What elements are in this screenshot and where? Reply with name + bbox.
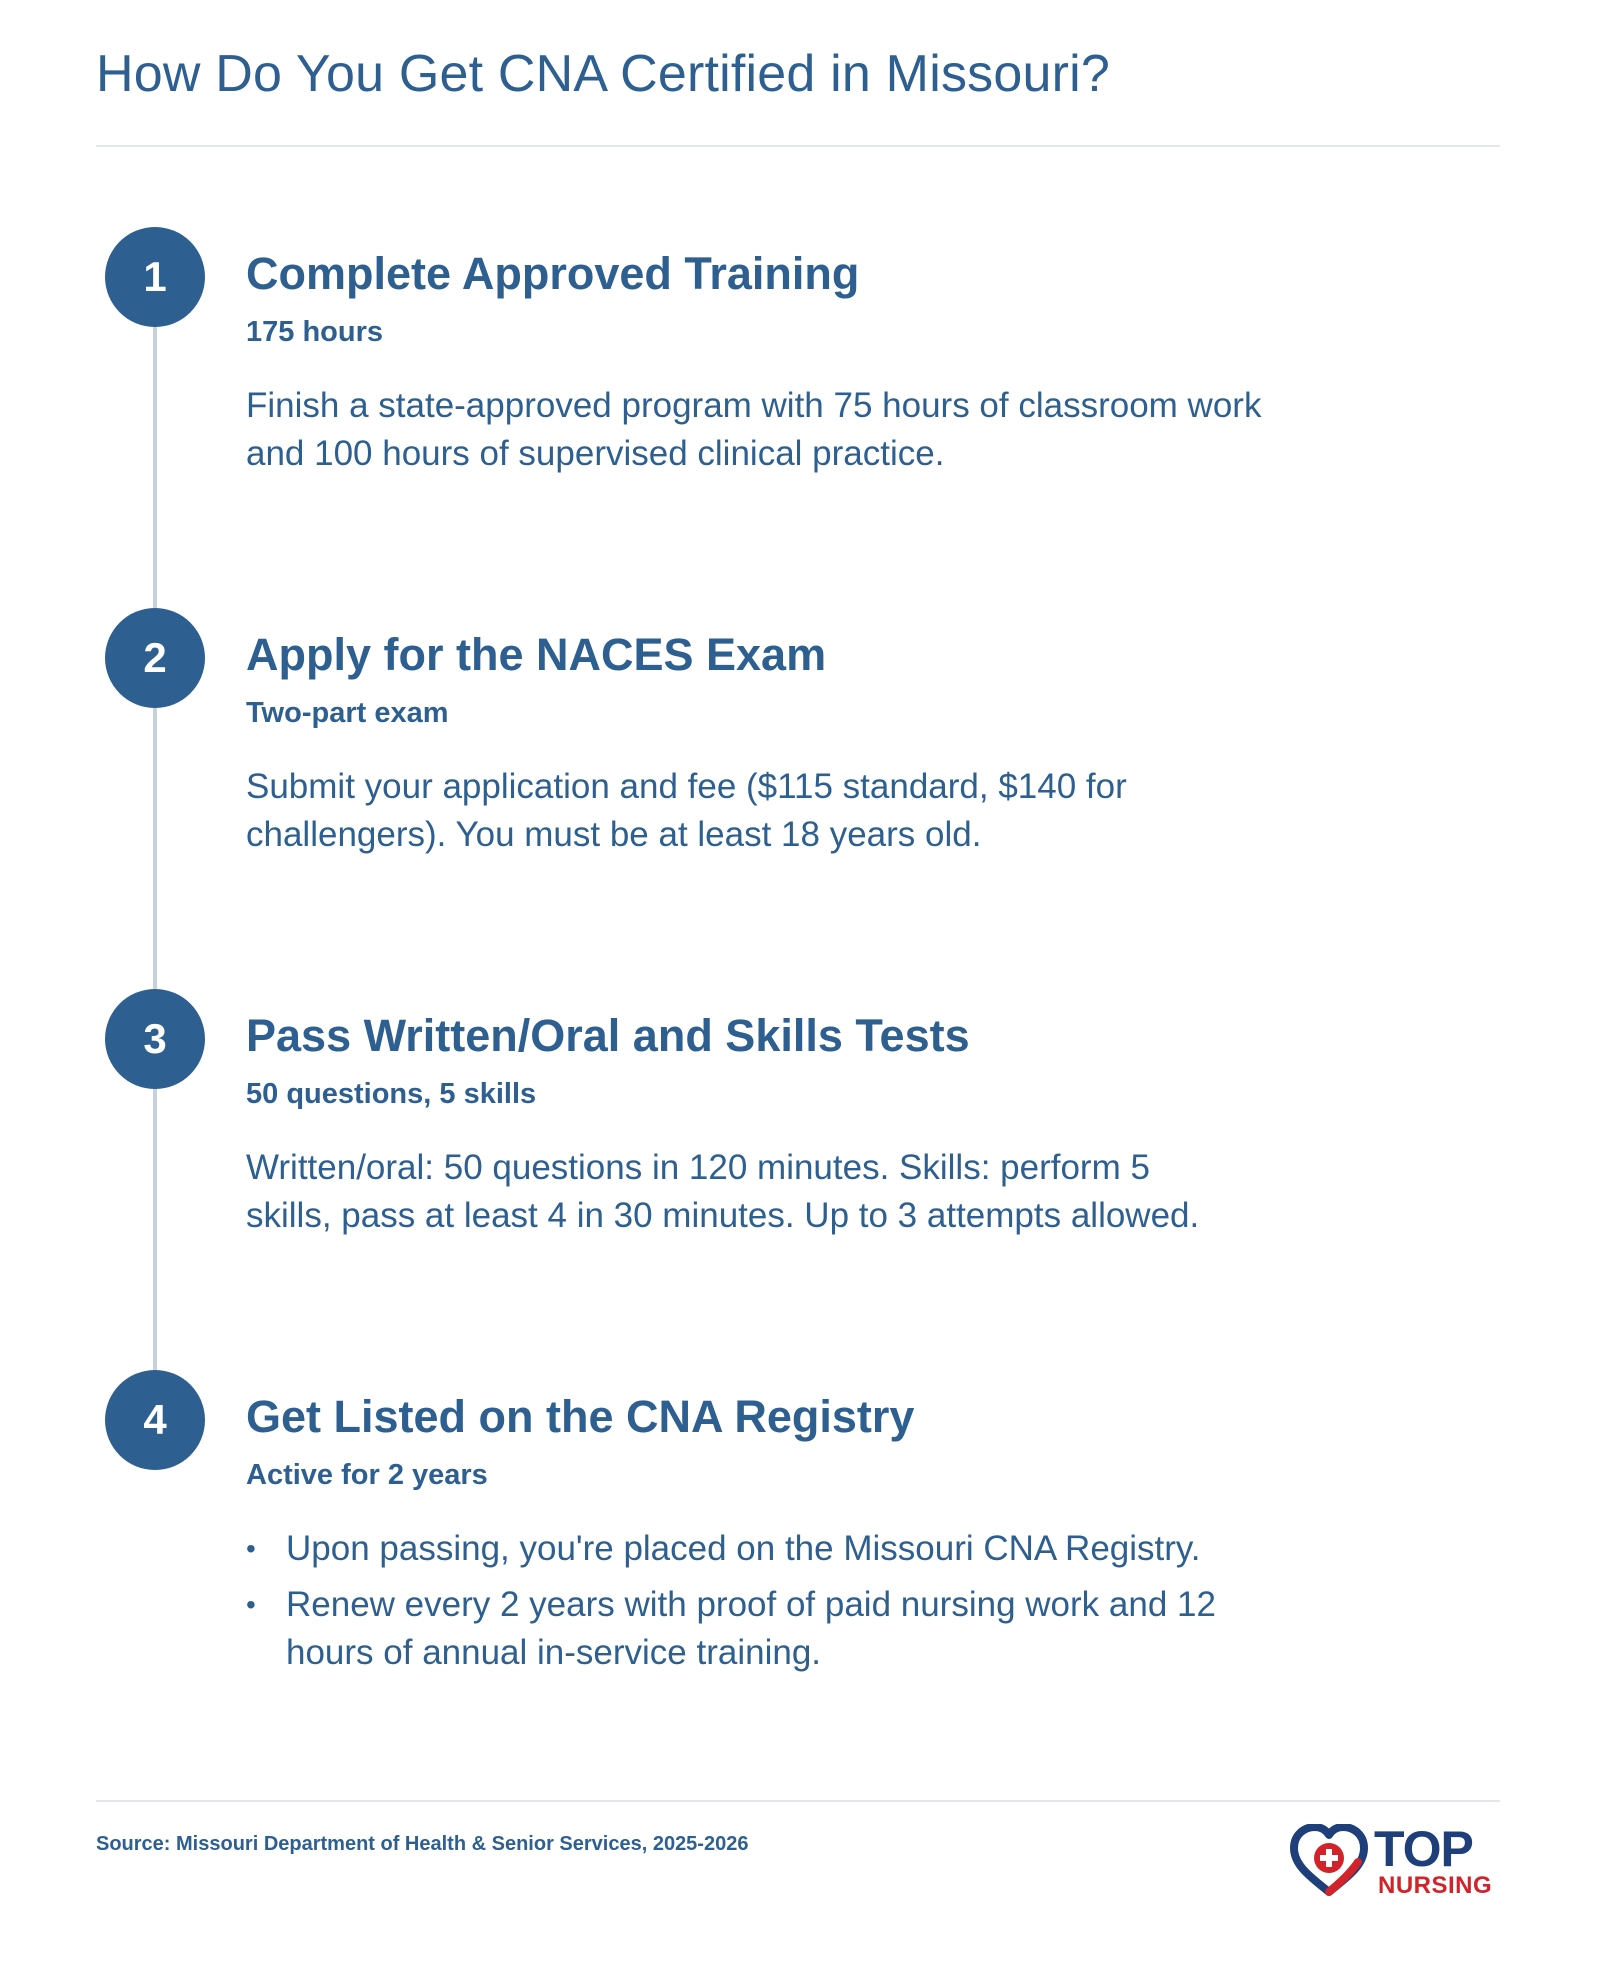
step-description: Written/oral: 50 questions in 120 minutes. Skills: perform 5 skills, pass at least 4 in 30 minutes. Up to 3 attempts allowed.: [246, 1148, 1200, 1235]
footer-divider: [96, 1800, 1500, 1802]
logo-nursing-text: NURSING: [1378, 1872, 1493, 1899]
bullet-dot: •: [246, 1589, 256, 1620]
logo-top-text: TOP: [1374, 1821, 1473, 1877]
bullet-text: Renew every 2 years with proof of paid nursing work and 12 hours of annual in-service training.: [286, 1585, 1216, 1672]
step-description: Submit your application and fee ($115 standard, $140 for challengers). You must be at least 18 years old.: [246, 767, 1127, 854]
step-subtitle: Active for 2 years: [246, 1459, 488, 1491]
bullet-item: [246, 1525, 1306, 1573]
step-description: Finish a state-approved program with 75 hours of classroom work and 100 hours of supervised clinical practice.: [246, 386, 1262, 473]
step-title: Apply for the NACES Exam: [246, 629, 827, 680]
top-nursing-logo: [1290, 1822, 1510, 1902]
step-title: Pass Written/Oral and Skills Tests: [246, 1010, 970, 1061]
bullet-dot: •: [246, 1533, 256, 1564]
step-subtitle: 175 hours: [246, 316, 383, 348]
heart-cross-icon: [1290, 1824, 1368, 1896]
page-title: How Do You Get CNA Certified in Missouri?: [96, 45, 1110, 103]
step-title: Get Listed on the CNA Registry: [246, 1391, 915, 1442]
bullet-item: [246, 1581, 1306, 1677]
step-number-badge: 1: [105, 227, 205, 327]
step-bullet-list: [246, 1525, 1306, 1685]
step-subtitle: Two-part exam: [246, 697, 449, 729]
step-title: Complete Approved Training: [246, 248, 860, 299]
timeline-line: [153, 270, 157, 1420]
step-subtitle: 50 questions, 5 skills: [246, 1078, 537, 1110]
bullet-text: Upon passing, you're placed on the Missouri CNA Registry.: [286, 1529, 1201, 1568]
title-divider: [96, 145, 1500, 147]
source-note: Source: Missouri Department of Health & Senior Services, 2025-2026: [96, 1833, 749, 1855]
step-number-badge: 3: [105, 989, 205, 1089]
step-number-badge: 2: [105, 608, 205, 708]
step-number-badge: 4: [105, 1370, 205, 1470]
